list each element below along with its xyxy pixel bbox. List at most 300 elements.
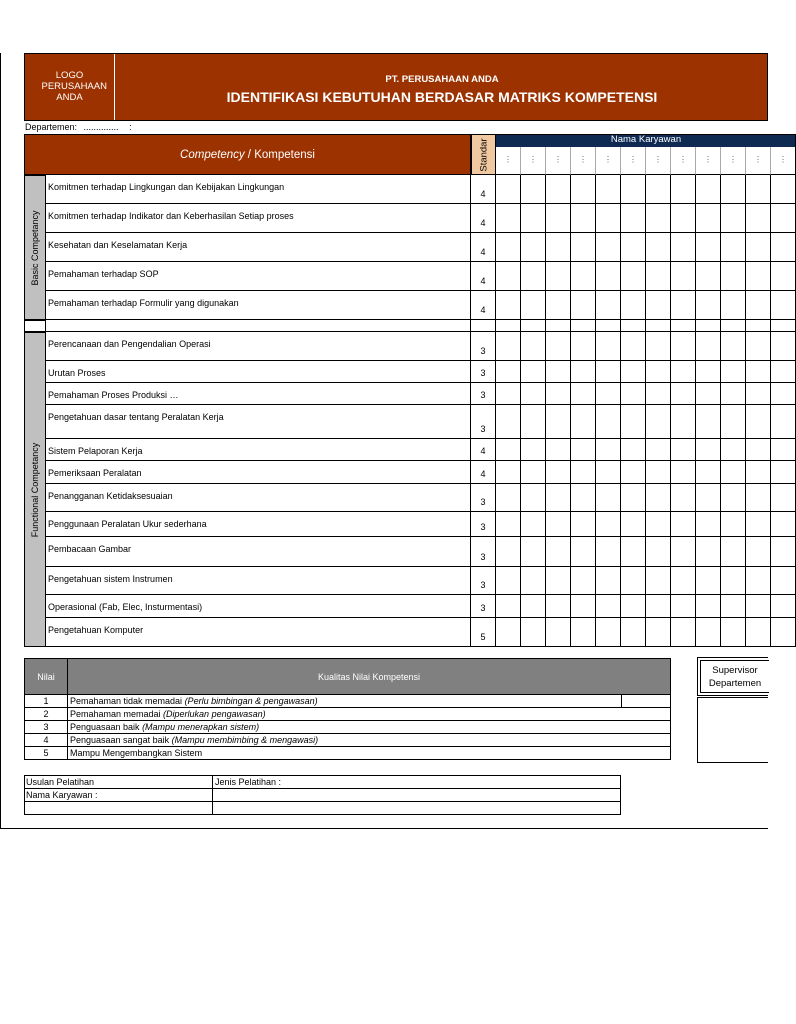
score-cell[interactable]: [771, 383, 796, 405]
employee-name-cell[interactable]: ⋮: [621, 147, 646, 175]
score-cell[interactable]: [521, 233, 546, 262]
score-cell[interactable]: [496, 461, 521, 484]
employee-name-cell[interactable]: ⋮: [671, 147, 696, 175]
score-cell[interactable]: [646, 361, 671, 383]
legend-value: 1: [24, 695, 68, 708]
score-cell[interactable]: [571, 461, 596, 484]
legend-note: (Mampu menerapkan sistem): [142, 722, 260, 732]
score-cell[interactable]: [596, 595, 621, 618]
score-cell[interactable]: [646, 291, 671, 320]
score-cell[interactable]: [546, 233, 571, 262]
employee-name-header: Nama Karyawan: [496, 134, 796, 147]
score-cell[interactable]: [521, 291, 546, 320]
category-gap-cell: [24, 320, 46, 332]
legend-nilai-header: Nilai: [24, 658, 68, 695]
score-cell[interactable]: [571, 405, 596, 439]
score-cell[interactable]: [546, 320, 571, 332]
standard-value: 4: [471, 175, 496, 204]
score-cell[interactable]: [721, 175, 746, 204]
score-cell[interactable]: [621, 361, 646, 383]
score-cell[interactable]: [621, 595, 646, 618]
legend-text: Pemahaman memadai: [70, 709, 164, 719]
score-cell[interactable]: [546, 537, 571, 567]
score-cell[interactable]: [521, 595, 546, 618]
score-cell[interactable]: [696, 262, 721, 291]
score-cell[interactable]: [721, 361, 746, 383]
competency-row-label: Pemahaman terhadap Formulir yang digunakan: [46, 291, 471, 320]
supervisor-signature-box[interactable]: [697, 697, 768, 763]
score-cell[interactable]: [721, 484, 746, 512]
legend-kualitas-header: Kualitas Nilai Kompetensi: [68, 658, 671, 695]
score-cell[interactable]: [771, 233, 796, 262]
score-cell[interactable]: [571, 320, 596, 332]
score-cell[interactable]: [746, 405, 771, 439]
score-cell[interactable]: [621, 291, 646, 320]
standard-value: 3: [471, 405, 496, 439]
training-left-cell[interactable]: Usulan Pelatihan: [25, 776, 213, 788]
score-cell[interactable]: [521, 512, 546, 537]
competency-row-label: Operasional (Fab, Elec, Insturmentasi): [46, 595, 471, 618]
score-cell[interactable]: [696, 332, 721, 361]
document-header: [24, 53, 768, 121]
score-cell[interactable]: [771, 439, 796, 461]
score-cell[interactable]: [621, 537, 646, 567]
score-cell[interactable]: [771, 512, 796, 537]
company-logo: [25, 54, 115, 120]
employee-name-cell[interactable]: ⋮: [496, 147, 521, 175]
score-cell[interactable]: [646, 567, 671, 595]
score-cell[interactable]: [746, 383, 771, 405]
score-cell[interactable]: [721, 405, 746, 439]
score-cell[interactable]: [546, 595, 571, 618]
score-cell[interactable]: [621, 484, 646, 512]
employee-name-cell[interactable]: ⋮: [546, 147, 571, 175]
training-row: [24, 801, 621, 815]
score-cell[interactable]: [771, 291, 796, 320]
score-cell[interactable]: [646, 233, 671, 262]
score-cell[interactable]: [571, 512, 596, 537]
standard-value: 3: [471, 484, 496, 512]
score-cell[interactable]: [646, 484, 671, 512]
score-cell[interactable]: [671, 537, 696, 567]
score-cell[interactable]: [671, 175, 696, 204]
score-cell[interactable]: [646, 204, 671, 233]
score-cell[interactable]: [546, 439, 571, 461]
employee-name-cell[interactable]: ⋮: [571, 147, 596, 175]
score-cell[interactable]: [696, 461, 721, 484]
score-cell[interactable]: [571, 484, 596, 512]
score-cell[interactable]: [621, 618, 646, 647]
employee-name-cell[interactable]: ⋮: [521, 147, 546, 175]
score-cell[interactable]: [646, 439, 671, 461]
standard-value: 3: [471, 361, 496, 383]
score-cell[interactable]: [596, 618, 621, 647]
score-cell[interactable]: [596, 233, 621, 262]
supervisor-line1: Supervisor: [712, 665, 758, 676]
score-cell[interactable]: [771, 320, 796, 332]
score-cell[interactable]: [496, 233, 521, 262]
standard-value: 4: [471, 461, 496, 484]
score-cell[interactable]: [671, 320, 696, 332]
score-cell[interactable]: [696, 595, 721, 618]
legend-note: (Diperlukan pengawasan): [163, 709, 266, 719]
score-cell[interactable]: [571, 439, 596, 461]
score-cell[interactable]: [671, 512, 696, 537]
score-cell[interactable]: [621, 439, 646, 461]
training-row: [24, 788, 621, 802]
score-cell[interactable]: [671, 291, 696, 320]
score-cell[interactable]: [646, 262, 671, 291]
score-cell[interactable]: [746, 439, 771, 461]
score-cell[interactable]: [596, 405, 621, 439]
score-cell[interactable]: [496, 383, 521, 405]
score-cell[interactable]: [546, 204, 571, 233]
score-cell[interactable]: [771, 537, 796, 567]
score-cell[interactable]: [571, 618, 596, 647]
page-left-border: [0, 53, 1, 829]
score-cell[interactable]: [546, 175, 571, 204]
score-cell[interactable]: [696, 383, 721, 405]
score-cell[interactable]: [496, 439, 521, 461]
score-cell[interactable]: [571, 332, 596, 361]
score-cell[interactable]: [671, 461, 696, 484]
score-cell[interactable]: [771, 332, 796, 361]
score-cell[interactable]: [746, 484, 771, 512]
score-cell[interactable]: [746, 175, 771, 204]
score-cell[interactable]: [746, 567, 771, 595]
score-cell[interactable]: [596, 332, 621, 361]
score-cell[interactable]: [596, 537, 621, 567]
score-cell[interactable]: [571, 537, 596, 567]
score-cell[interactable]: [521, 361, 546, 383]
score-cell[interactable]: [771, 567, 796, 595]
score-cell[interactable]: [596, 484, 621, 512]
score-cell[interactable]: [646, 175, 671, 204]
score-cell[interactable]: [671, 484, 696, 512]
score-cell[interactable]: [596, 262, 621, 291]
score-cell[interactable]: [646, 332, 671, 361]
score-cell[interactable]: [671, 405, 696, 439]
score-cell[interactable]: [696, 618, 721, 647]
score-cell[interactable]: [621, 383, 646, 405]
score-cell[interactable]: [521, 484, 546, 512]
score-cell[interactable]: [596, 461, 621, 484]
score-cell[interactable]: [596, 204, 621, 233]
score-cell[interactable]: [771, 405, 796, 439]
score-cell[interactable]: [671, 361, 696, 383]
score-cell[interactable]: [646, 383, 671, 405]
legend-row: [24, 721, 671, 734]
score-cell[interactable]: [496, 512, 521, 537]
score-cell[interactable]: [496, 332, 521, 361]
standard-value: 3: [471, 537, 496, 567]
score-cell[interactable]: [596, 291, 621, 320]
score-cell[interactable]: [671, 595, 696, 618]
score-cell[interactable]: [771, 484, 796, 512]
score-cell[interactable]: [746, 461, 771, 484]
legend-value: 2: [24, 708, 68, 721]
legend-description: [68, 695, 671, 708]
score-cell[interactable]: [546, 361, 571, 383]
legend-description: [68, 747, 671, 760]
supervisor-line2: Departemen: [708, 678, 762, 689]
score-cell[interactable]: [621, 175, 646, 204]
legend-extra-cell: [621, 695, 671, 708]
score-cell[interactable]: [496, 291, 521, 320]
score-cell[interactable]: [721, 595, 746, 618]
legend-text: Mampu Mengembangkan Sistem: [70, 748, 203, 758]
department-value[interactable]: ..............: [83, 122, 119, 132]
score-cell[interactable]: [746, 291, 771, 320]
score-cell[interactable]: [496, 537, 521, 567]
score-cell[interactable]: [621, 512, 646, 537]
score-cell[interactable]: [646, 595, 671, 618]
score-cell[interactable]: [646, 537, 671, 567]
training-row: [24, 775, 621, 789]
score-cell[interactable]: [521, 439, 546, 461]
score-cell[interactable]: [646, 461, 671, 484]
competency-row-label: Pemahaman terhadap SOP: [46, 262, 471, 291]
score-cell[interactable]: [496, 567, 521, 595]
competency-row-label: Pembacaan Gambar: [46, 537, 471, 567]
score-cell[interactable]: [696, 204, 721, 233]
score-cell[interactable]: [746, 320, 771, 332]
score-cell[interactable]: [521, 383, 546, 405]
score-cell[interactable]: [546, 291, 571, 320]
score-cell[interactable]: [671, 383, 696, 405]
score-cell[interactable]: [696, 291, 721, 320]
score-cell[interactable]: [671, 332, 696, 361]
score-cell[interactable]: [621, 233, 646, 262]
employee-name-cell[interactable]: ⋮: [721, 147, 746, 175]
score-cell[interactable]: [546, 461, 571, 484]
score-cell[interactable]: [496, 320, 521, 332]
category-label: Basic Competancy: [30, 209, 40, 286]
score-cell[interactable]: [546, 332, 571, 361]
employee-name-cell[interactable]: ⋮: [596, 147, 621, 175]
training-right-cell[interactable]: [213, 802, 620, 814]
score-cell[interactable]: [496, 595, 521, 618]
legend-text: Pemahaman tidak memadai: [70, 696, 185, 706]
score-cell[interactable]: [496, 175, 521, 204]
score-cell[interactable]: [721, 461, 746, 484]
score-cell[interactable]: [596, 320, 621, 332]
score-cell[interactable]: [721, 439, 746, 461]
score-cell[interactable]: [571, 175, 596, 204]
score-cell[interactable]: [696, 320, 721, 332]
score-cell[interactable]: [696, 233, 721, 262]
standard-value: 4: [471, 262, 496, 291]
score-cell[interactable]: [646, 405, 671, 439]
score-cell[interactable]: [521, 175, 546, 204]
competency-row-label: [46, 320, 471, 332]
standard-header: [471, 134, 496, 175]
score-cell[interactable]: [521, 618, 546, 647]
category-label: Functional Competancy: [30, 442, 40, 537]
score-cell[interactable]: [621, 461, 646, 484]
score-cell[interactable]: [746, 262, 771, 291]
score-cell[interactable]: [596, 512, 621, 537]
competency-row-label: Penggunaan Peralatan Ukur sederhana: [46, 512, 471, 537]
score-cell[interactable]: [771, 595, 796, 618]
score-cell[interactable]: [721, 204, 746, 233]
competency-row-label: Pengetahuan Komputer: [46, 618, 471, 647]
score-cell[interactable]: [521, 320, 546, 332]
score-cell[interactable]: [521, 567, 546, 595]
score-cell[interactable]: [671, 204, 696, 233]
score-cell[interactable]: [696, 361, 721, 383]
score-cell[interactable]: [746, 618, 771, 647]
score-cell[interactable]: [521, 405, 546, 439]
score-cell[interactable]: [496, 204, 521, 233]
score-cell[interactable]: [721, 291, 746, 320]
score-cell[interactable]: [596, 439, 621, 461]
score-cell[interactable]: [696, 537, 721, 567]
score-cell[interactable]: [771, 461, 796, 484]
legend-value: 4: [24, 734, 68, 747]
score-cell[interactable]: [546, 567, 571, 595]
employee-name-cell[interactable]: ⋮: [746, 147, 771, 175]
score-cell[interactable]: [496, 618, 521, 647]
category-cell: [24, 175, 46, 320]
category-cell: [24, 332, 46, 647]
score-cell[interactable]: [671, 439, 696, 461]
score-cell[interactable]: [546, 618, 571, 647]
score-cell[interactable]: [596, 383, 621, 405]
legend-row: [24, 734, 671, 747]
competency-row-label: Penangganan Ketidaksesuaian: [46, 484, 471, 512]
score-cell[interactable]: [746, 204, 771, 233]
competency-row-label: Sistem Pelaporan Kerja: [46, 439, 471, 461]
legend-row: [24, 747, 671, 760]
score-cell[interactable]: [746, 512, 771, 537]
score-cell[interactable]: [496, 262, 521, 291]
score-cell[interactable]: [571, 361, 596, 383]
score-cell[interactable]: [696, 439, 721, 461]
legend-description: [68, 721, 671, 734]
score-cell[interactable]: [621, 262, 646, 291]
score-cell[interactable]: [621, 332, 646, 361]
score-cell[interactable]: [621, 320, 646, 332]
score-cell[interactable]: [746, 332, 771, 361]
score-cell[interactable]: [721, 262, 746, 291]
score-cell[interactable]: [596, 175, 621, 204]
training-left-cell[interactable]: [25, 802, 213, 814]
score-cell[interactable]: [771, 204, 796, 233]
score-cell[interactable]: [546, 405, 571, 439]
employee-name-cell[interactable]: ⋮: [646, 147, 671, 175]
score-cell[interactable]: [771, 618, 796, 647]
score-cell[interactable]: [721, 332, 746, 361]
score-cell[interactable]: [621, 567, 646, 595]
department-line: [25, 122, 132, 132]
training-left-cell[interactable]: Nama Karyawan :: [25, 789, 213, 801]
logo-text: LOGO PERUSAHAAN ANDA: [41, 70, 107, 103]
score-cell[interactable]: [671, 262, 696, 291]
score-cell[interactable]: [521, 332, 546, 361]
score-cell[interactable]: [746, 233, 771, 262]
score-cell[interactable]: [671, 618, 696, 647]
score-cell[interactable]: [521, 204, 546, 233]
score-cell[interactable]: [571, 567, 596, 595]
score-cell[interactable]: [646, 320, 671, 332]
score-cell[interactable]: [671, 233, 696, 262]
score-cell[interactable]: [696, 175, 721, 204]
score-cell[interactable]: [771, 262, 796, 291]
score-cell[interactable]: [546, 484, 571, 512]
score-cell[interactable]: [696, 484, 721, 512]
employee-name-cell[interactable]: ⋮: [771, 147, 796, 175]
score-cell[interactable]: [571, 262, 596, 291]
score-cell[interactable]: [696, 512, 721, 537]
competency-row-label: Pengetahuan dasar tentang Peralatan Kerja: [46, 405, 471, 439]
legend-note: (Perlu bimbingan & pengawasan): [184, 696, 318, 706]
training-right-cell[interactable]: Jenis Pelatihan :: [215, 777, 282, 787]
score-cell[interactable]: [546, 383, 571, 405]
training-right-cell[interactable]: [213, 789, 620, 801]
score-cell[interactable]: [571, 204, 596, 233]
score-cell[interactable]: [571, 595, 596, 618]
score-cell[interactable]: [721, 320, 746, 332]
standard-value: 3: [471, 595, 496, 618]
score-cell[interactable]: [546, 262, 571, 291]
score-cell[interactable]: [721, 537, 746, 567]
score-cell[interactable]: [721, 567, 746, 595]
score-cell[interactable]: [671, 567, 696, 595]
score-cell[interactable]: [596, 567, 621, 595]
score-cell[interactable]: [721, 383, 746, 405]
standard-value: [471, 320, 496, 332]
legend-value: 3: [24, 721, 68, 734]
score-cell[interactable]: [746, 361, 771, 383]
employee-name-cell[interactable]: ⋮: [696, 147, 721, 175]
score-cell[interactable]: [746, 595, 771, 618]
score-cell[interactable]: [646, 512, 671, 537]
score-cell[interactable]: [771, 175, 796, 204]
score-cell[interactable]: [621, 204, 646, 233]
page-bottom-border: [0, 828, 768, 829]
score-cell[interactable]: [621, 405, 646, 439]
score-cell[interactable]: [696, 567, 721, 595]
competency-row-label: Komitmen terhadap Indikator dan Keberhasilan Setiap proses: [46, 204, 471, 233]
score-cell[interactable]: [596, 361, 621, 383]
competency-row-label: Komitmen terhadap Lingkungan dan Kebijakan Lingkungan: [46, 175, 471, 204]
score-cell[interactable]: [771, 361, 796, 383]
score-cell[interactable]: [746, 537, 771, 567]
score-cell[interactable]: [521, 461, 546, 484]
score-cell[interactable]: [721, 618, 746, 647]
score-cell[interactable]: [546, 512, 571, 537]
score-cell[interactable]: [496, 361, 521, 383]
legend-value: 5: [24, 747, 68, 760]
score-cell[interactable]: [571, 233, 596, 262]
score-cell[interactable]: [496, 484, 521, 512]
score-cell[interactable]: [496, 405, 521, 439]
score-cell[interactable]: [571, 291, 596, 320]
score-cell[interactable]: [521, 262, 546, 291]
score-cell[interactable]: [696, 405, 721, 439]
standard-value: 4: [471, 439, 496, 461]
score-cell[interactable]: [521, 537, 546, 567]
score-cell[interactable]: [571, 383, 596, 405]
score-cell[interactable]: [646, 618, 671, 647]
competency-header-id: / Kompetensi: [244, 148, 315, 161]
document-title: IDENTIFIKASI KEBUTUHAN BERDASAR MATRIKS KOMPETENSI: [226, 89, 658, 105]
score-cell[interactable]: [721, 512, 746, 537]
score-cell[interactable]: [721, 233, 746, 262]
competency-row-label: Pemahaman Proses Produksi …: [46, 383, 471, 405]
standard-value: 4: [471, 233, 496, 262]
